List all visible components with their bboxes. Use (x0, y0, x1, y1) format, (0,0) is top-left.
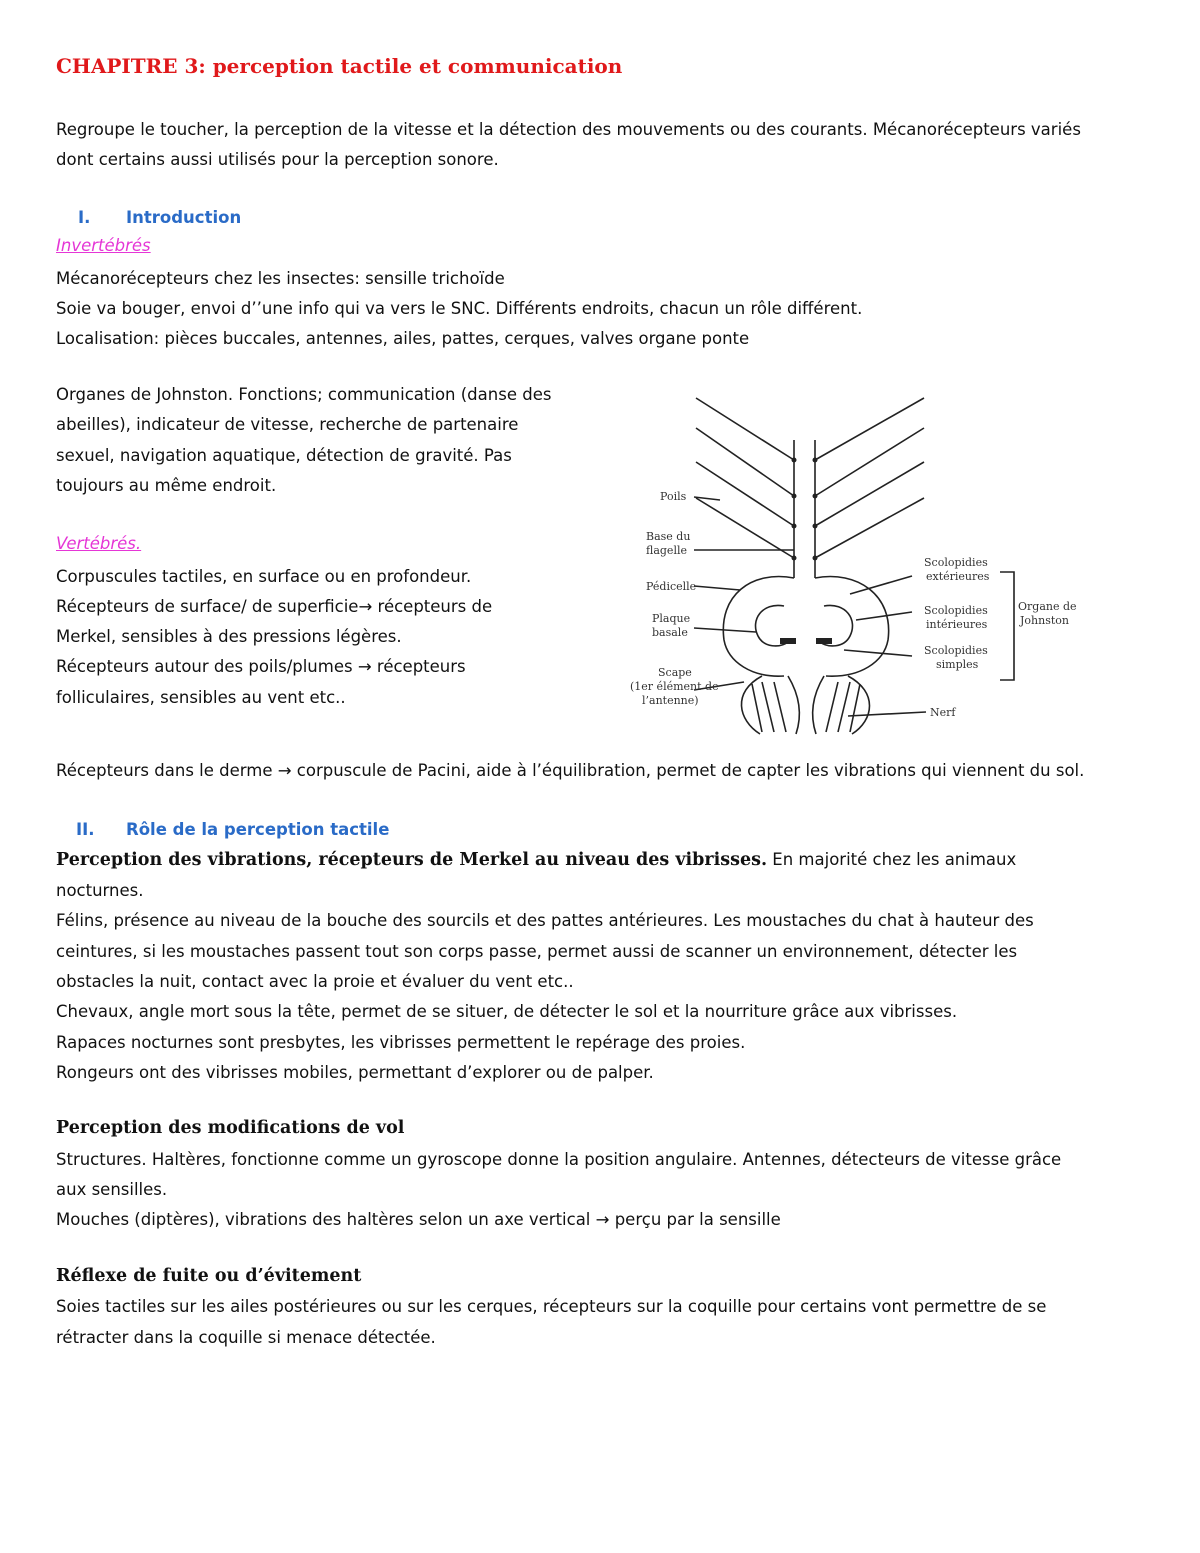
label-organe-1: Organe de (1018, 600, 1077, 613)
label-pedicelle: Pédicelle (646, 580, 697, 593)
fuite-line-2: rétracter dans la coquille si menace détectée. (56, 1328, 436, 1347)
vibrations-heading-tail: En majorité chez les animaux (767, 850, 1017, 869)
fuite-line-1: Soies tactiles sur les ailes postérieures ou sur les cerques, récepteurs sur la coquille pour certains vont permettre de se (56, 1297, 1047, 1316)
chapter-title: CHAPITRE 3: perception tactile et communication (56, 54, 623, 78)
intro-line-2: dont certains aussi utilisés pour la perception sonore. (56, 150, 499, 169)
label-scape-1: Scape (658, 666, 692, 679)
vol-line-3: Mouches (diptères), vibrations des haltères selon un axe vertical → perçu par la sensille (56, 1210, 781, 1229)
label-scol-sim-1: Scolopidies (924, 644, 988, 657)
johnston-line-3: sexuel, navigation aquatique, détection de gravité. Pas (56, 446, 512, 465)
label-organe-2: Johnston (1020, 614, 1069, 627)
label-scol-ext-1: Scolopidies (924, 556, 988, 569)
section-2-number: II. (76, 820, 95, 839)
vibrations-line-2: Félins, présence au niveau de la bouche des sourcils et des pattes antérieures. Les moustaches du chat à hauteur des (56, 911, 1034, 930)
vibrations-line-4: obstacles la nuit, contact avec la proie et évaluer du vent etc.. (56, 972, 574, 991)
vertebres-line-2: Récepteurs de surface/ de superficie→ récepteurs de (56, 597, 493, 616)
label-scol-sim-2: simples (936, 658, 979, 671)
section-1-number: I. (78, 208, 91, 227)
label-scape-2: (1er élément de (630, 680, 719, 693)
label-scol-int-2: intérieures (926, 618, 988, 631)
label-scape-3: l’antenne) (642, 694, 699, 707)
vibrations-heading: Perception des vibrations, récepteurs de Merkel au niveau des vibrisses. (56, 850, 768, 870)
label-base-1: Base du (646, 530, 691, 543)
label-nerf: Nerf (930, 706, 956, 719)
vibrations-line-3: ceintures, si les moustaches passent tout son corps passe, permet aussi de scanner un environnement, détecter les (56, 942, 1018, 961)
invertebres-line-3: Localisation: pièces buccales, antennes, ailes, pattes, cerques, valves organe ponte (56, 329, 750, 348)
vertebres-line-3: Merkel, sensibles à des pressions légères. (56, 627, 402, 646)
vibrations-line-5: Chevaux, angle mort sous la tête, permet de se situer, de détecter le sol et la nourriture grâce aux vibrisses. (56, 1002, 958, 1021)
vibrations-line-1: nocturnes. (56, 881, 144, 900)
label-plaque-2: basale (652, 626, 688, 639)
label-poils: Poils (660, 490, 687, 503)
invertebres-line-2: Soie va bouger, envoi d’’une info qui va vers le SNC. Différents endroits, chacun un rôle différent. (56, 299, 863, 318)
label-plaque-1: Plaque (652, 612, 691, 625)
vertebres-line-5: folliculaires, sensibles au vent etc.. (56, 688, 346, 707)
vol-line-2: aux sensilles. (56, 1180, 168, 1199)
vertebres-label: Vertébrés. (56, 534, 142, 553)
derme-line: Récepteurs dans le derme → corpuscule de Pacini, aide à l’équilibration, permet de capter les vibrations qui viennent du sol. (56, 761, 1085, 780)
label-base-2: flagelle (646, 544, 687, 557)
intro-line-1: Regroupe le toucher, la perception de la vitesse et la détection des mouvements ou des courants. Mécanorécepteurs variés (56, 120, 1081, 139)
label-scol-int-1: Scolopidies (924, 604, 988, 617)
vol-heading: Perception des modifications de vol (56, 1118, 405, 1138)
johnston-organ-diagram (612, 380, 1172, 740)
section-2-title: Rôle de la perception tactile (126, 820, 390, 839)
vertebres-line-4: Récepteurs autour des poils/plumes → récepteurs (56, 657, 466, 676)
label-scol-ext-2: extérieures (926, 570, 990, 583)
johnston-line-2: abeilles), indicateur de vitesse, recherche de partenaire (56, 415, 519, 434)
vol-line-1: Structures. Haltères, fonctionne comme un gyroscope donne la position angulaire. Antennes, détecteurs de vitesse grâce (56, 1150, 1062, 1169)
vibrations-heading-line (56, 845, 1016, 875)
invertebres-label: Invertébrés (56, 236, 151, 255)
invertebres-line-1: Mécanorécepteurs chez les insectes: sensille trichoïde (56, 269, 505, 288)
section-1-title: Introduction (126, 208, 242, 227)
vibrations-line-7: Rongeurs ont des vibrisses mobiles, permettant d’explorer ou de palper. (56, 1063, 654, 1082)
vertebres-line-1: Corpuscules tactiles, en surface ou en profondeur. (56, 567, 472, 586)
johnston-line-1: Organes de Johnston. Fonctions; communication (danse des (56, 385, 552, 404)
johnston-line-4: toujours au même endroit. (56, 476, 277, 495)
vibrations-line-6: Rapaces nocturnes sont presbytes, les vibrisses permettent le repérage des proies. (56, 1033, 746, 1052)
fuite-heading: Réflexe de fuite ou d’évitement (56, 1266, 362, 1286)
